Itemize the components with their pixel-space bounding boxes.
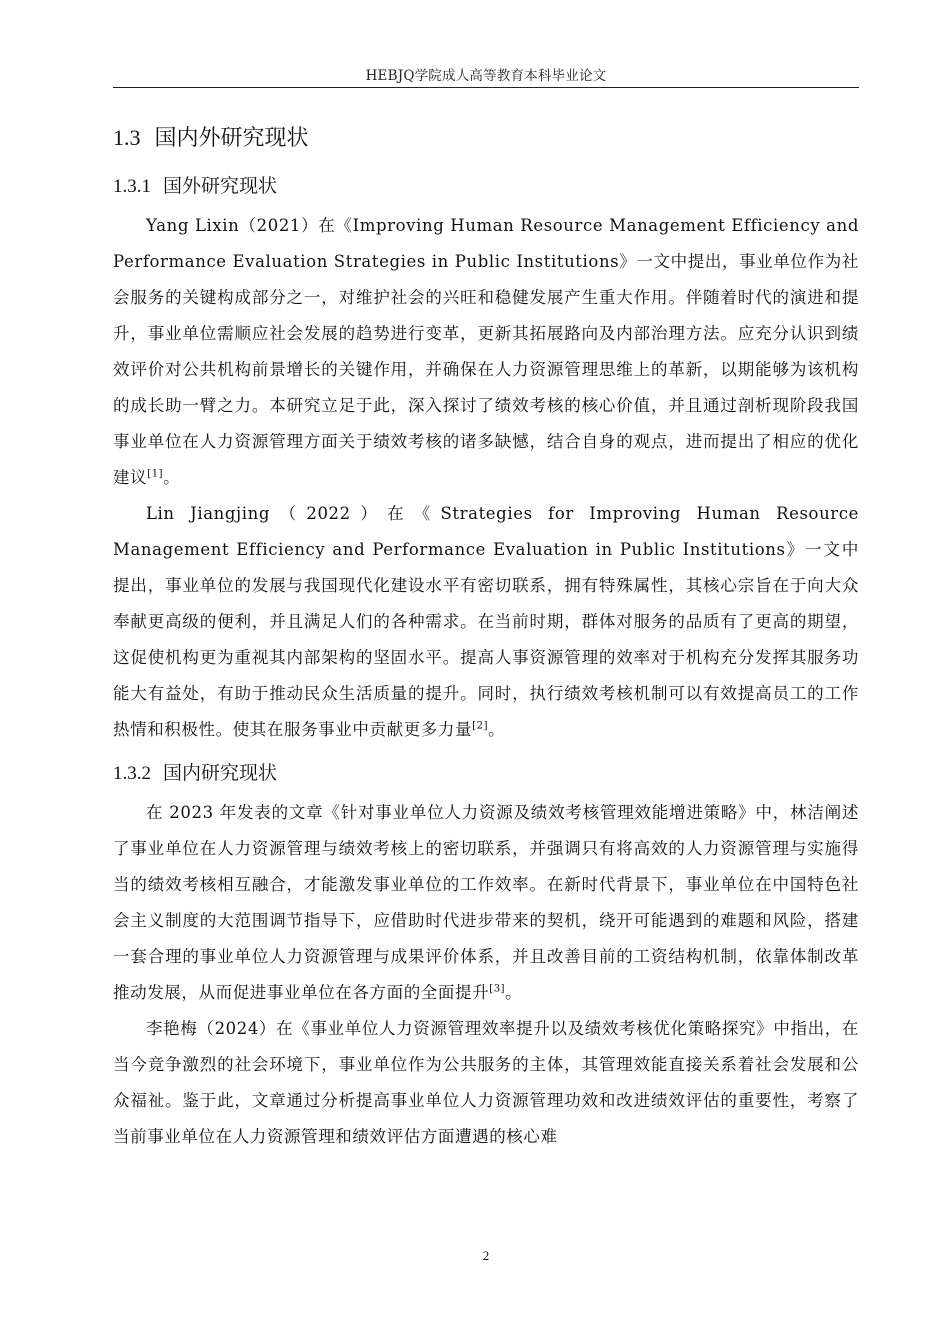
- header-divider: [113, 87, 859, 88]
- page-number: 2: [482, 1248, 490, 1263]
- paragraph-text: 李艳梅（2024）在《事业单位人力资源管理效率提升以及绩效考核优化策略探究》中指出，在当今竞争激烈的社会环境下，事业单位作为公共服务的主体，其管理效能直接关系着社会发展和公众福祉。鉴于此，文章通过分析提高事业单位人力资源管理功效和改进绩效评估的重要性，考察了当前事业单位在人力资源管理和绩效评估方面遭遇的核心难: [113, 1019, 859, 1146]
- page-header: HEBJQ学院成人高等教育本科毕业论文: [365, 68, 607, 84]
- paragraph-lin-jie: [113, 795, 859, 1011]
- section-heading: [113, 116, 859, 161]
- paragraph-text: Lin Jiangjing（2022）在《Strategies for Improving Human Resource Management Efficiency and Performance Evaluation in Public Institutions》一文中提出，事业单位的发展与我国现代化建设水平有密切联系，拥有特殊属性，其核心宗旨在于向大众奉献更高级的便利，并且满足人们的各种需求。在当前时期，群体对服务的品质有了更高的期望，这促使机构更为重视其内部架构的坚固水平。提高人事资源管理的效率对于机构充分发挥其服务功能大有益处，有助于推动民众生活质量的提升。同时，执行绩效考核机制可以有效提高员工的工作热情和积极性。使其在服务事业中贡献更多力量: [113, 504, 859, 739]
- subsection-title-foreign: 国外研究现状: [163, 175, 278, 197]
- paragraph-end: 。: [505, 983, 523, 1002]
- citation-ref: [2]: [472, 720, 489, 732]
- paragraph-li-yanmei: [113, 1011, 859, 1155]
- citation-ref: [3]: [489, 983, 506, 995]
- subsection-heading-domestic: [113, 754, 859, 793]
- document-body: [113, 116, 859, 1155]
- section-number: 1.3: [113, 125, 141, 150]
- subsection-title-domestic: 国内研究现状: [163, 762, 278, 784]
- paragraph-text: 在 2023 年发表的文章《针对事业单位人力资源及绩效考核管理效能增进策略》中，林洁阐述了事业单位在人力资源管理与绩效考核上的密切联系，并强调只有将高效的人力资源管理与实施得当的绩效考核相互融合，才能激发事业单位的工作效率。在新时代背景下，事业单位在中国特色社会主义制度的大范围调节指导下，应借助时代进步带来的契机，绕开可能遇到的难题和风险，搭建一套合理的事业单位人力资源管理与成果评价体系，并且改善目前的工资结构机制，依靠体制改革推动发展，从而促进事业单位在各方面的全面提升: [113, 803, 859, 1002]
- paragraph-yang-lixin: [113, 208, 859, 496]
- paragraph-text: Yang Lixin（2021）在《Improving Human Resource Management Efficiency and Performance Evaluation Strategies in Public Institutions》一文中提出，事业单位作为社会服务的关键构成部分之一，对维护社会的兴旺和稳健发展产生重大作用。伴随着时代的演进和提升，事业单位需顺应社会发展的趋势进行变革，更新其拓展路向及内部治理方法。应充分认识到绩效评价对公共机构前景增长的关键作用，并确保在人力资源管理思维上的革新，以期能够为该机构的成长助一臂之力。本研究立足于此，深入探讨了绩效考核的核心价值，并且通过剖析现阶段我国事业单位在人力资源管理方面关于绩效考核的诸多缺憾，结合自身的观点，进而提出了相应的优化建议: [113, 216, 859, 487]
- subsection-heading-foreign: [113, 167, 859, 206]
- citation-ref: [1]: [147, 468, 164, 480]
- paragraph-lin-jiangjing: [113, 496, 859, 748]
- section-title: 国内外研究现状: [154, 126, 309, 151]
- paragraph-end: 。: [488, 720, 506, 739]
- paragraph-end: 。: [163, 468, 181, 487]
- subsection-number-domestic: 1.3.2: [113, 763, 151, 784]
- subsection-number-foreign: 1.3.1: [113, 176, 151, 197]
